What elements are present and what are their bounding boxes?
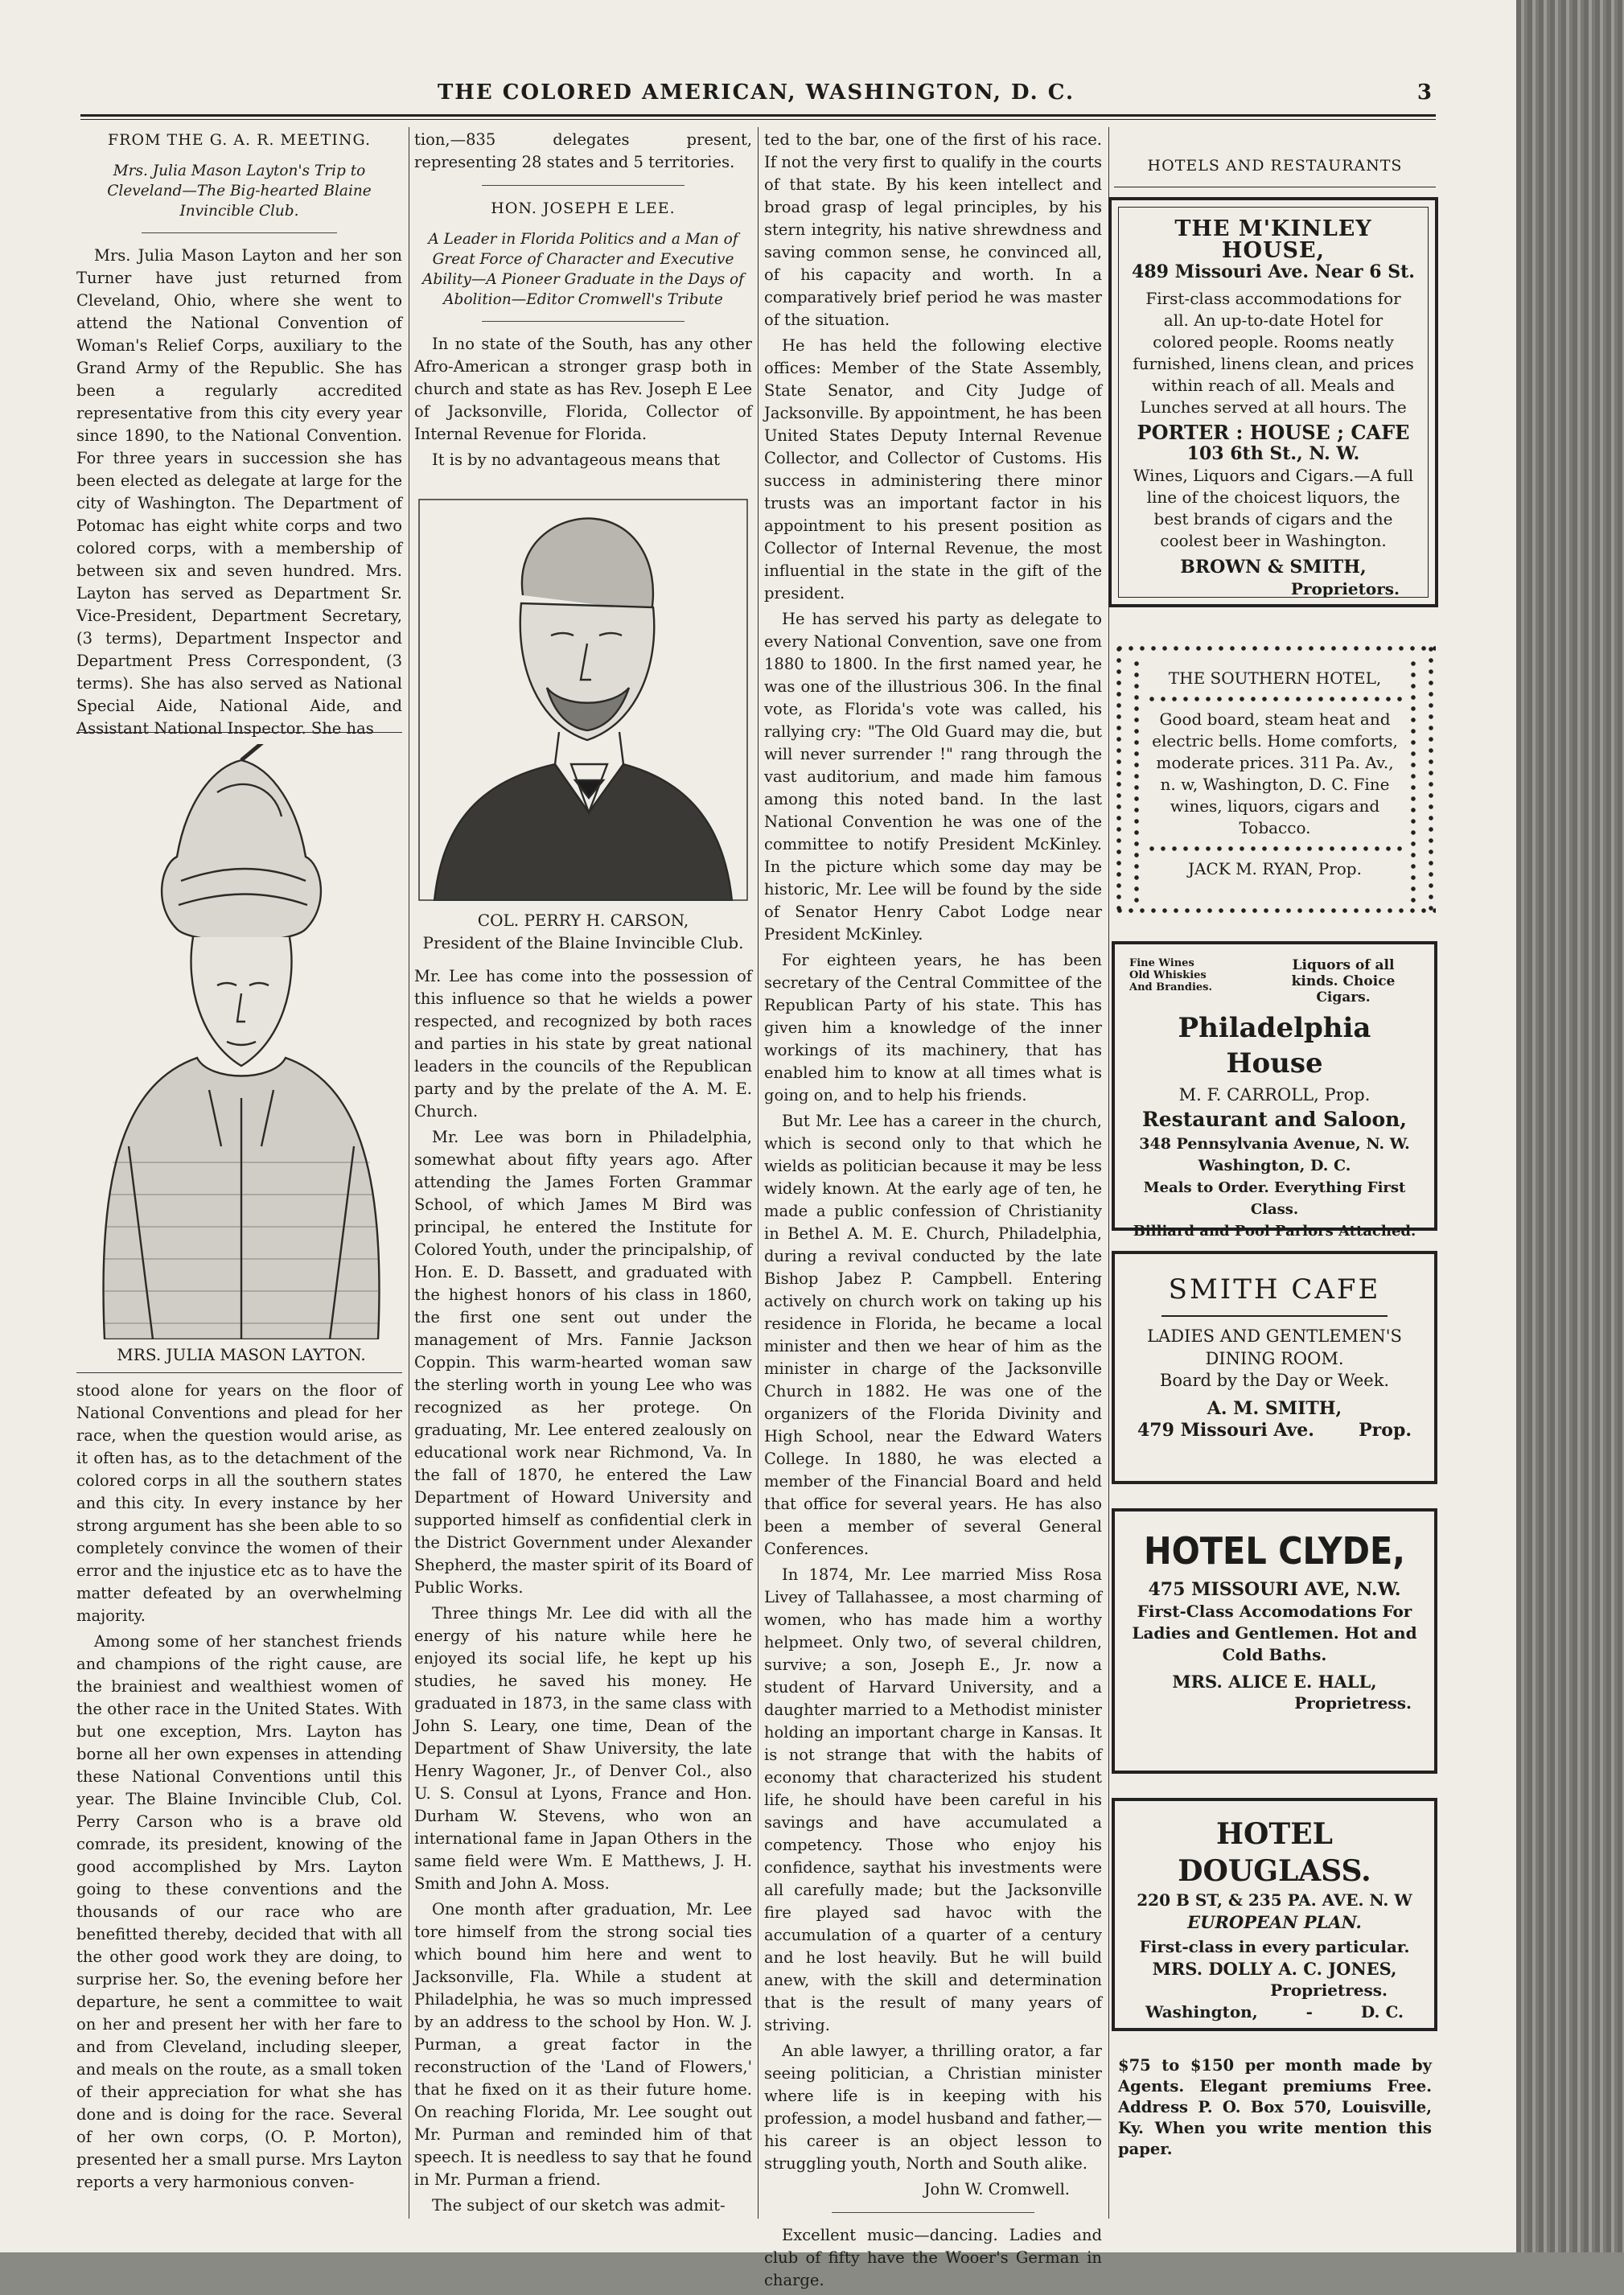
article-heading: HON. JOSEPH E LEE. xyxy=(491,199,676,217)
ad-divider xyxy=(1146,844,1404,853)
ad-body: First-Class Accomodations For Ladies and Gentlemen. Hot and Cold Baths. xyxy=(1132,1602,1417,1664)
column-1-bottom xyxy=(76,1380,402,2197)
separator xyxy=(482,321,685,322)
ad-border xyxy=(1426,644,1436,917)
ad-smith-cafe xyxy=(1112,1251,1437,1484)
ad-address: 348 Pennsylvania Avenue, N. W. Washington, D. C. xyxy=(1139,1135,1410,1174)
paragraph: An able lawyer, a thrilling orator, a far seeing politician, a Christian minister where life is in keeping with his profession, a model husband and father,—his career is an object lesson to struggling youth, North and South alike. xyxy=(764,2042,1102,2173)
ad-proprietors-label: Proprietors. xyxy=(1290,579,1400,598)
page-number: 3 xyxy=(1416,80,1432,105)
ad-billiard: Billiard and Pool Parlors Attached. xyxy=(1133,1223,1416,1240)
caption-title: President of the Blaine Invincible Club. xyxy=(422,933,744,952)
page-header xyxy=(80,80,1432,116)
ad-body: First-class accommodations for all. An up-to-date Hotel for colored people. Rooms neatly furnished, linens clean, and prices within reach of all. Meals and Lunches served at all hours. The xyxy=(1133,289,1414,417)
ad-philadelphia-house xyxy=(1112,941,1437,1240)
ad-city: Washington, xyxy=(1145,2002,1258,2021)
separator xyxy=(142,232,337,233)
ad-prop: Proprietress. xyxy=(1270,1980,1388,2000)
paragraph: He has served his party as delegate to every National Convention, save one from 1880 to 1800. In the first named year, he was one of the illustrious 306. In the final vote, as Florida's vote was called, his rallying cry: "The Old Guard may die, but will never surrender !" rang through the vast auditorium, and made him famous among this noted band. In the last National Convention he was one of the committee to notify President McKinley. In the picture which some day may be historic, Mr. Lee will be found by the side of Senator Henry Cabot Lodge near President McKinley. xyxy=(764,610,1102,944)
ad-proprietors: BROWN & SMITH, xyxy=(1180,557,1367,578)
ad-subname: PORTER : HOUSE ; CAFE xyxy=(1137,421,1410,444)
signature: John W. Cromwell. xyxy=(923,2180,1070,2198)
article-deck: Mrs. Julia Mason Layton's Trip to Cleveland—The Big-hearted Blaine Invincible Club. xyxy=(107,162,372,220)
portrait-caption xyxy=(414,909,752,954)
ad-name: THE SOUTHERN HOTEL, xyxy=(1168,668,1382,688)
ads-section-title: HOTELS AND RESTAURANTS xyxy=(1147,157,1403,175)
ad-address: 475 MISSOURI AVE, N.W. xyxy=(1148,1579,1401,1600)
portrait-caption: MRS. JULIA MASON LAYTON. xyxy=(117,1345,366,1364)
ad-border xyxy=(1114,906,1436,915)
ad-hotel-clyde xyxy=(1112,1508,1437,1774)
ad-small-label: Fine Wines xyxy=(1129,957,1194,969)
paragraph: In 1874, Mr. Lee married Miss Rosa Livey of Tallahassee, a most charming of women, who has made him a worthy helpmeet. Only two, of several children, survive; a son, Joseph E., Jr. now a student of Harvard University, and a daughter married to a Methodist minister holding an important charge in Kansas. It is not strange that with the habits of economy that characterized his student life, he should have been careful in his savings and have accumulated a competency. Those who enjoy his confidence, saythat his investments were all carefully made; but the Jacksonville fire played sad havoc with the accumulation of a quarter of a century and he lost heavily. But he will build anew, with the skill and determination that is the result of many years of striving. xyxy=(764,1565,1102,2034)
portrait-julia-mason-layton xyxy=(80,744,402,1339)
paragraph: ted to the bar, one of the first of his race. If not the very first to qualify in the courts of that state. By his keen intellect and broad grasp of legal principles, by his stern integrity, his native shrewdness and saving common sense, he convinced all, of his capacity and worth. In a comparatively brief period he was master of the situation. xyxy=(764,130,1102,329)
paragraph: One month after graduation, Mr. Lee tore himself from the strong social ties which bound him here and went to Jacksonville, Fla. While a student at Philadelphia, he was so much impressed by an address to the school by Hon. W. J. Purman, a great factor in the reconstruction of the 'Land of Flowers,' that he fixed on it as their future home. On reaching Florida, Mr. Lee sought out Mr. Purman and reminded him of that speech. It is needless to say that he found in Mr. Purman a friend. xyxy=(414,1900,752,2189)
ad-address: 220 B ST, & 235 PA. AVE. N. W xyxy=(1137,1890,1412,1910)
section-rule xyxy=(76,1372,402,1373)
ad-small-label: Liquors of all kinds. Choice Cigars. xyxy=(1291,957,1396,1006)
ad-subbody: Wines, Liquors and Cigars.—A full line of the choicest liquors, the best brands of cigars and the coolest beer in Washington. xyxy=(1133,466,1414,550)
ad-owner: A. M. SMITH, xyxy=(1207,1398,1342,1419)
ad-border xyxy=(1114,644,1124,917)
caption-name: COL. PERRY H. CARSON, xyxy=(477,911,689,930)
ad-subname: Restaurant and Saloon, xyxy=(1141,1108,1408,1131)
ad-name: HOTEL DOUGLASS. xyxy=(1178,1817,1371,1888)
ad-hotel-douglass xyxy=(1112,1798,1437,2031)
paragraph: Among some of her stanchest friends and champions of the right cause, are the brainiest and wealthiest women of the other race in the United States. With but one exception, Mrs. Layton has borne all her own expenses in attending these National Conventions until this year. The Blaine Invincible Club, Col. Perry Carson who is a brave old comrade, its president, knowing of the good accomplished by Mrs. Layton going to these conventions and the thousands of our race who are benefitted thereby, decided that with all the other good work they are doing, to surprise her. So, the evening before her departure, he sent a committee to wait on her and present her with her fare to and from Cleveland, including sleeper, and meals on the route, as a small token of their appreciation for what she has done and is doing for the race. Several of her own corps, (O. P. Morton), presented her a small purse. Mrs Layton reports a very harmonious conven- xyxy=(76,1632,402,2191)
column-2-bottom xyxy=(414,965,752,2220)
ad-border xyxy=(1408,658,1418,903)
column-divider xyxy=(758,127,759,2219)
ad-subaddress: 103 6th St., N. W. xyxy=(1186,443,1360,464)
ad-prop: Proprietress. xyxy=(1294,1693,1412,1713)
ad-prop: JACK M. RYAN, Prop. xyxy=(1188,859,1362,878)
ad-border xyxy=(1114,644,1436,653)
ad-owner: MRS. DOLLY A. C. JONES, xyxy=(1152,1959,1397,1979)
header-rule-thin xyxy=(80,119,1436,120)
article-deck: A Leader in Florida Politics and a Man of Great Force of Character and Executive Ability—A Pioneer Graduate in the Days of Abolition—Editor Cromwell's Tribute xyxy=(422,231,744,308)
separator xyxy=(832,2212,1034,2213)
ad-name: HOTEL CLYDE, xyxy=(1144,1529,1405,1573)
ad-name: SMITH CAFE xyxy=(1168,1273,1381,1306)
ad-name: Philadelphia House xyxy=(1178,1012,1371,1080)
paragraph: But Mr. Lee has a career in the church, which is second only to that which he wields as politician because it may be less widely known. At the early age of ten, he made a public confession of Christianity in Bethel A. M. E. Church, Philadelphia, during a revival conducted by the late Bishop Jabez P. Campbell. Entering actively on church work on taking up his residence in Florida, he became a local minister and then we hear of him as the minister in charge of the Jacksonville Church in 1882. He was one of the organizers of the Florida Divinity and High School, near the Edward Waters College. In 1880, he was elected a member of the Financial Board and held that office for several years. He has also been a member of several General Conferences. xyxy=(764,1112,1102,1558)
ad-address: 479 Missouri Ave. xyxy=(1137,1420,1314,1441)
ad-small-label: And Brandies. xyxy=(1129,981,1213,993)
ad-room: LADIES AND GENTLEMEN'S DINING ROOM. xyxy=(1147,1326,1402,1368)
ad-prop: M. F. CARROLL, Prop. xyxy=(1178,1085,1371,1104)
ad-body: First-class in every particular. xyxy=(1139,1937,1410,1956)
ad-divider xyxy=(1161,1315,1388,1317)
ad-name: THE M'KINLEY HOUSE, xyxy=(1174,216,1372,263)
paragraph: stood alone for years on the floor of National Conventions and plead for her race, when the question would arise, as it often has, as to the detachment of the colored corps in all the southern states and this city. In every instance by her strong argument has she been able to so completely convince the women of their error and the injustice etc as to have the matter defeated by an overwhelming majority. xyxy=(76,1381,402,1625)
paragraph: In no state of the South, has any other Afro-American a stronger grasp both in church and state as has Rev. Joseph E Lee of Jacksonville, Florida, Collector of Internal Revenue for Florida. xyxy=(414,335,752,443)
paragraph: It is by no advantageous means that xyxy=(432,450,720,469)
page-edge xyxy=(1516,0,1624,2252)
column-2-top xyxy=(414,129,752,475)
paragraph: For eighteen years, he has been secretary of the Central Committee of the Republican Party of his state. This has given him a knowledge of the inner workings of its machinery, that has enabled him to know at all times what is going on, and to help his friends. xyxy=(764,951,1102,1104)
separator xyxy=(482,185,685,186)
ad-board: Board by the Day or Week. xyxy=(1159,1371,1390,1390)
section-rule xyxy=(76,732,402,733)
paragraph: tion,—835 delegates present, representing 28 states and 5 territories. xyxy=(414,130,752,171)
masthead: THE COLORED AMERICAN, WASHINGTON, D. C. xyxy=(437,80,1075,105)
ad-prop: Prop. xyxy=(1359,1420,1412,1441)
ad-mckinley-house xyxy=(1108,197,1438,607)
paragraph: The subject of our sketch was admit- xyxy=(432,2196,726,2215)
column-1-top xyxy=(76,129,402,743)
ad-owner: MRS. ALICE E. HALL, xyxy=(1172,1672,1377,1692)
paragraph: Excellent music—dancing. Ladies and club of fifty have the Wooer's German in charge. xyxy=(764,2226,1102,2289)
ad-agents xyxy=(1118,2055,1432,2163)
ad-city-separator: - xyxy=(1305,2002,1313,2021)
ad-plan: EUROPEAN PLAN. xyxy=(1187,1912,1362,1932)
portrait-perry-carson xyxy=(418,499,748,901)
paragraph: He has held the following elective offices: Member of the State Assembly, State Senator, and City Judge of Jacksonville. By appointment, he has been United States Deputy Internal Revenue Collector, and Collector of Customs. His success in administering there minor trusts was an important factor in his appointment to his present position as Collector of Internal Revenue, the most influential in the state in the gift of the president. xyxy=(764,336,1102,603)
column-3 xyxy=(764,129,1102,2295)
ad-state: D. C. xyxy=(1360,2002,1404,2021)
paragraph: Three things Mr. Lee did with all the energy of his nature while here he enjoyed its social life, he kept up his studies, he saved his money. He graduated in 1873, in the same class with John S. Leary, one time, Dean of the Department of Shaw University, the late Henry Wagoner, Jr., of Denver Col., also U. S. Consul at Lyons, France and Hon. Durham W. Stevens, who won an international fame in Japan Others in the same field were Wm. E Matthews, J. H. Smith and John A. Moss. xyxy=(414,1604,752,1893)
ad-divider xyxy=(1146,694,1404,704)
ad-address: 489 Missouri Ave. Near 6 St. xyxy=(1132,261,1415,282)
paragraph: Mr. Lee has come into the possession of this influence so that he wields a power respected, and recognized by both races and parties in his state by great national leaders in the councils of the Republican party and by the prelate of the A. M. E. Church. xyxy=(414,967,752,1121)
ad-southern-hotel xyxy=(1114,644,1436,917)
ad-meals: Meals to Order. Everything First Class. xyxy=(1143,1179,1406,1218)
paragraph: Mr. Lee was born in Philadelphia, somewhat about fifty years ago. After attending the James Forten Grammar School, of which James M Bird was principal, he entered the Institute for Colored Youth, under the principalship, of Hon. E. D. Bassett, and graduated with the highest honors of his class in 1860, the first one sent out under the management of Mrs. Fannie Jackson Coppin. This warm-hearted woman saw the sterling worth in young Lee who was recognized as her protege. On graduating, Mr. Lee entered zealously on educational work near Richmond, Va. In the fall of 1870, he entered the Law Department of Howard University and supported himself as confidential clerk in the District Government under Alexander Shepherd, the master spirit of its Board of Public Works. xyxy=(414,1128,752,1597)
paragraph: Mrs. Julia Mason Layton and her son Turner have just returned from Cleveland, Ohio, where she went to attend the National Convention of Woman's Relief Corps, auxiliary to the Grand Army of the Republic. She has been a regularly accredited representative from this city every year since 1890, to the National Convention. For three years in succession she has been elected as delegate at large for the city of Washington. The Department of Potomac has eight white corps and two colored corps, with a membership of between six and seven hundred. Mrs. Layton has served as Department Sr. Vice-President, Department Secretary, (3 terms), Department Inspector and Department Press Correspondent, (3 terms). She has also served as National Special Aide, National Aide, and Assistant National Inspector. She has xyxy=(76,246,402,738)
article-heading: FROM THE G. A. R. MEETING. xyxy=(107,131,371,149)
ad-small-label: Old Whiskies xyxy=(1129,969,1207,981)
ad-body: Good board, steam heat and electric bells. Home comforts, moderate prices. 311 Pa. Av., n. w, Washington, D. C. Fine wines, liquors, cigars and Tobacco. xyxy=(1152,709,1398,837)
ad-agents-text: $75 to $150 per month made by Agents. Elegant premiums Free. Address P. O. Box 570, Louisville, Ky. When you write mention this paper. xyxy=(1118,2056,1432,2158)
ad-border xyxy=(1132,658,1141,903)
header-rule xyxy=(80,114,1436,117)
